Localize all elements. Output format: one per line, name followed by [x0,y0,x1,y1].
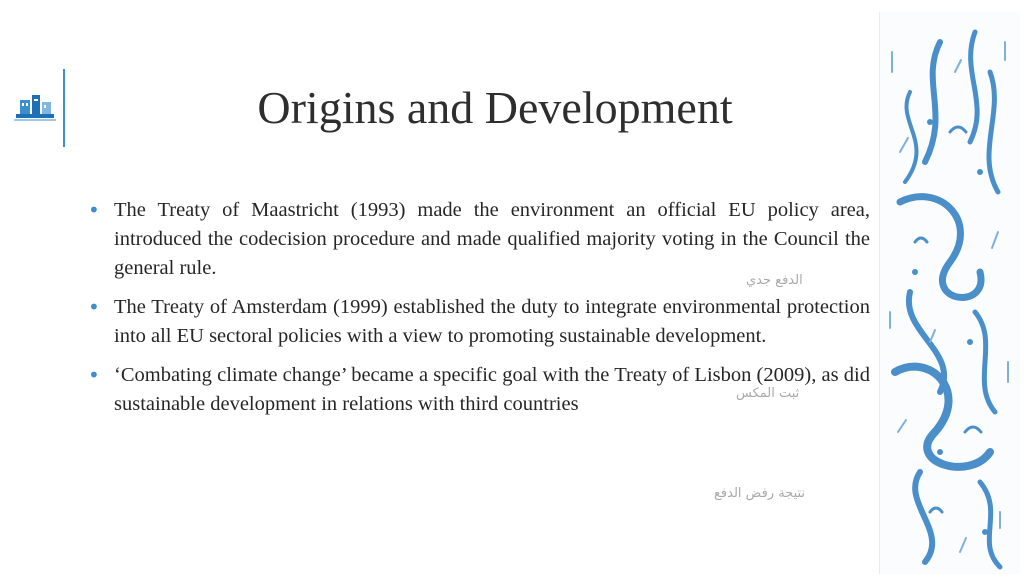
bullet-marker: • [88,363,100,387]
bullet-text: The Treaty of Amsterdam (1999) established the duty to integrate environmental protection into all EU sectoral policies with a view to promoting sustainable development. [114,296,870,347]
calligraphy-panel [879,12,1020,574]
bullet-marker: • [88,198,100,222]
bullet-item [88,293,870,351]
slide-title: Origins and Development [257,82,733,133]
overlay-note: الدفع جدي [746,273,803,288]
overlay-note: نتيجة رفض الدفع [714,486,806,501]
bullet-marker: • [88,295,100,319]
arabic-calligraphy-decoration [880,12,1020,574]
logo-divider [63,69,65,147]
university-logo-icon [14,92,56,124]
bullet-text: The Treaty of Maastricht (1993) made the environment an official EU policy area, introduced the codecision procedure and made qualified majority voting in the Council the general rule. [114,199,870,279]
bullet-item [88,196,870,283]
overlay-note: ثبت المكس [736,386,800,401]
bullet-text: ‘Combating climate change’ became a specific goal with the Treaty of Lisbon (2009), as did sustainable development in relations with third countries [114,364,870,415]
